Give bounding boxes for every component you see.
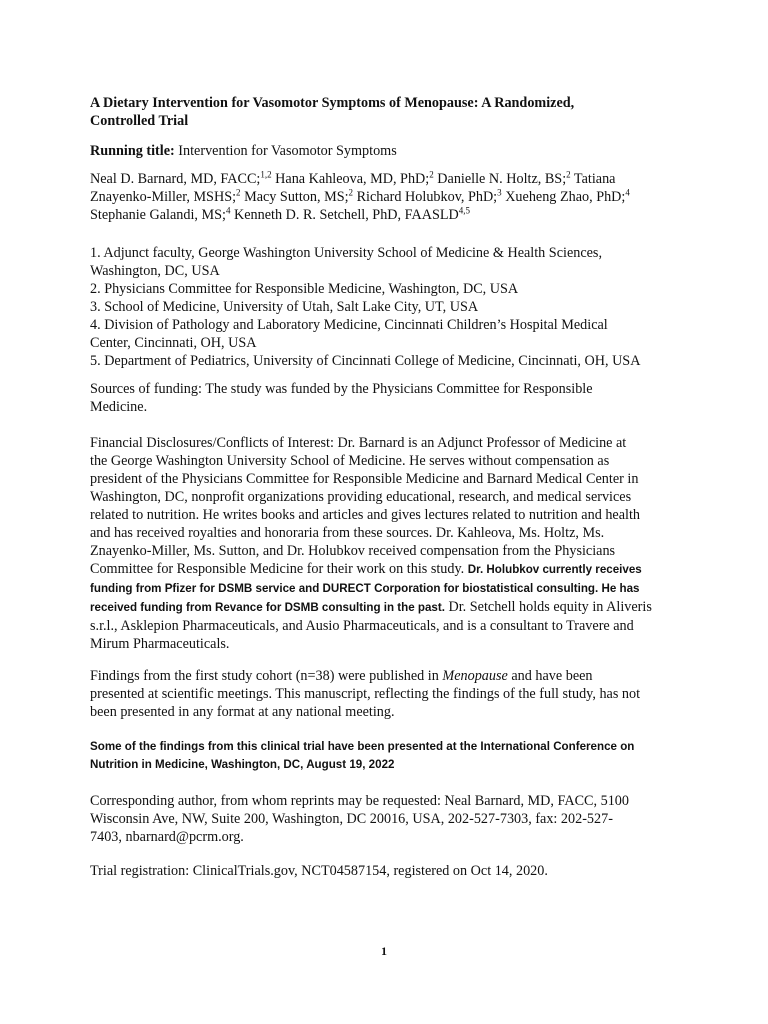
affiliation-marker: 2 [236,187,241,198]
text-line: presented at scientific meetings. This manuscript, reflecting the findings of the full study, has not [90,686,641,702]
affiliation-line: 5. Department of Pediatrics, University of Cincinnati College of Medicine, Cincinnati, OH, USA [90,353,641,369]
author-list [90,170,690,224]
text-line: s.r.l., Asklepion Pharmaceuticals, and Ausio Pharmaceuticals, and is a consultant to Travere and [90,618,634,634]
author-name: Tatiana [570,171,616,187]
affiliation-line: Washington, DC, USA [90,263,220,279]
title-line: Controlled Trial [90,113,189,129]
text-line [90,579,690,598]
text-line: president of the Physicians Committee for Responsible Medicine and Barnard Medical Center in [90,471,639,487]
affiliation-marker: 4 [225,205,231,216]
text-line: the George Washington University School of Medicine. He serves without compensation as [90,453,610,469]
text-line: Washington, DC, nonprofit organizations providing educational, research, and medical services [90,489,632,505]
text-line: and has received royalties and honoraria from these sources. Dr. Kahleova, Ms. Holtz, Ms. [90,525,605,541]
author-name: Znayenko-Miller, MSHS; [90,189,237,205]
corresponding-author [90,792,690,846]
author-name: Xueheng Zhao, PhD; [501,189,626,205]
author-name: Neal D. Barnard, MD, FACC; [90,171,261,187]
affiliation-line: Center, Cincinnati, OH, USA [90,335,257,351]
author-name: Danielle N. Holtz, BS; [433,171,567,187]
text-line: Sources of funding: The study was funded by the Physicians Committee for Responsible [90,381,593,397]
author-line [90,170,690,188]
text-line: Financial Disclosures/Conflicts of Interest: Dr. Barnard is an Adjunct Professor of Medicine at [90,435,627,451]
author-line [90,188,690,206]
text-segment: and have been [507,668,593,684]
paper-title [90,94,690,130]
affiliation-marker: 2 [348,187,354,198]
author-name: Hana Kahleova, MD, PhD; [271,171,430,187]
text-segment: Committee for Responsible Medicine for their work on this study. [90,561,468,577]
text-line: Mirum Pharmaceuticals. [90,636,230,652]
affiliation-marker: 3 [497,187,502,198]
journal-name: Menopause [442,668,508,684]
trial-registration: Trial registration: ClinicalTrials.gov, NCT04587154, registered on Oct 14, 2020. [90,863,548,879]
affiliation-marker: 4,5 [458,205,471,216]
text-line: been presented in any format at any national meeting. [90,704,395,720]
running-title [90,142,690,160]
presentation-note [90,738,690,774]
affiliation-marker: 2 [429,169,434,180]
text-line: Wisconsin Ave, NW, Suite 200, Washington, DC 20016, USA, 202-527-7303, fax: 202-527- [90,811,613,827]
text-line: Medicine. [90,399,148,415]
text-line: Znayenko-Miller, Ms. Sutton, and Dr. Holubkov received compensation from the Physicians [90,543,616,559]
funding-statement [90,380,690,416]
text-line: related to nutrition. He writes books and articles and gives lectures related to nutrition and health [90,507,640,523]
author-name: Stephanie Galandi, MS; [90,207,226,223]
bold-segment: received funding from Revance for DSMB consulting in the past. [90,601,445,614]
running-title-label: Running title: [90,143,175,159]
text-line: Corresponding author, from whom reprints may be requested: Neal Barnard, MD, FACC, 5100 [90,793,629,809]
affiliations-list [90,244,690,370]
author-name: Richard Holubkov, PhD; [353,189,498,205]
affiliation-line: 2. Physicians Committee for Responsible Medicine, Washington, DC, USA [90,281,519,297]
affiliation-marker: 1,2 [260,169,272,180]
author-name: Kenneth D. R. Setchell, PhD, FAASLD [230,207,459,223]
text-line [90,598,690,617]
bold-segment: Dr. Holubkov currently receives [467,563,642,576]
text-segment: Findings from the first study cohort (n=38) were published in [90,668,443,684]
bold-segment: funding from Pfizer for DSMB service and DURECT Corporation for biostatistical consulting. He has [90,582,640,595]
affiliation-marker: 4 [625,187,630,198]
text-line: 7403, nbarnard@pcrm.org. [90,829,244,845]
text-line [90,560,690,579]
text-line: Nutrition in Medicine, Washington, DC, August 19, 2022 [90,758,395,771]
affiliation-line: 1. Adjunct faculty, George Washington University School of Medicine & Health Sciences, [90,245,602,261]
running-title-value: Intervention for Vasomotor Symptoms [174,143,397,159]
author-name: Macy Sutton, MS; [240,189,349,205]
disclosures-paragraph [90,434,690,653]
author-line [90,206,690,224]
text-segment: Dr. Setchell holds equity in Aliveris [444,599,652,615]
text-line: Some of the findings from this clinical trial have been presented at the International Conference on [90,740,635,753]
page-number: 1 [381,944,387,958]
affiliation-line: 4. Division of Pathology and Laboratory Medicine, Cincinnati Children’s Hospital Medical [90,317,608,333]
title-line: A Dietary Intervention for Vasomotor Symptoms of Menopause: A Randomized, [90,95,575,111]
findings-paragraph [90,667,690,721]
text-line [90,667,690,685]
affiliation-line: 3. School of Medicine, University of Utah, Salt Lake City, UT, USA [90,299,479,315]
affiliation-marker: 2 [566,169,571,180]
